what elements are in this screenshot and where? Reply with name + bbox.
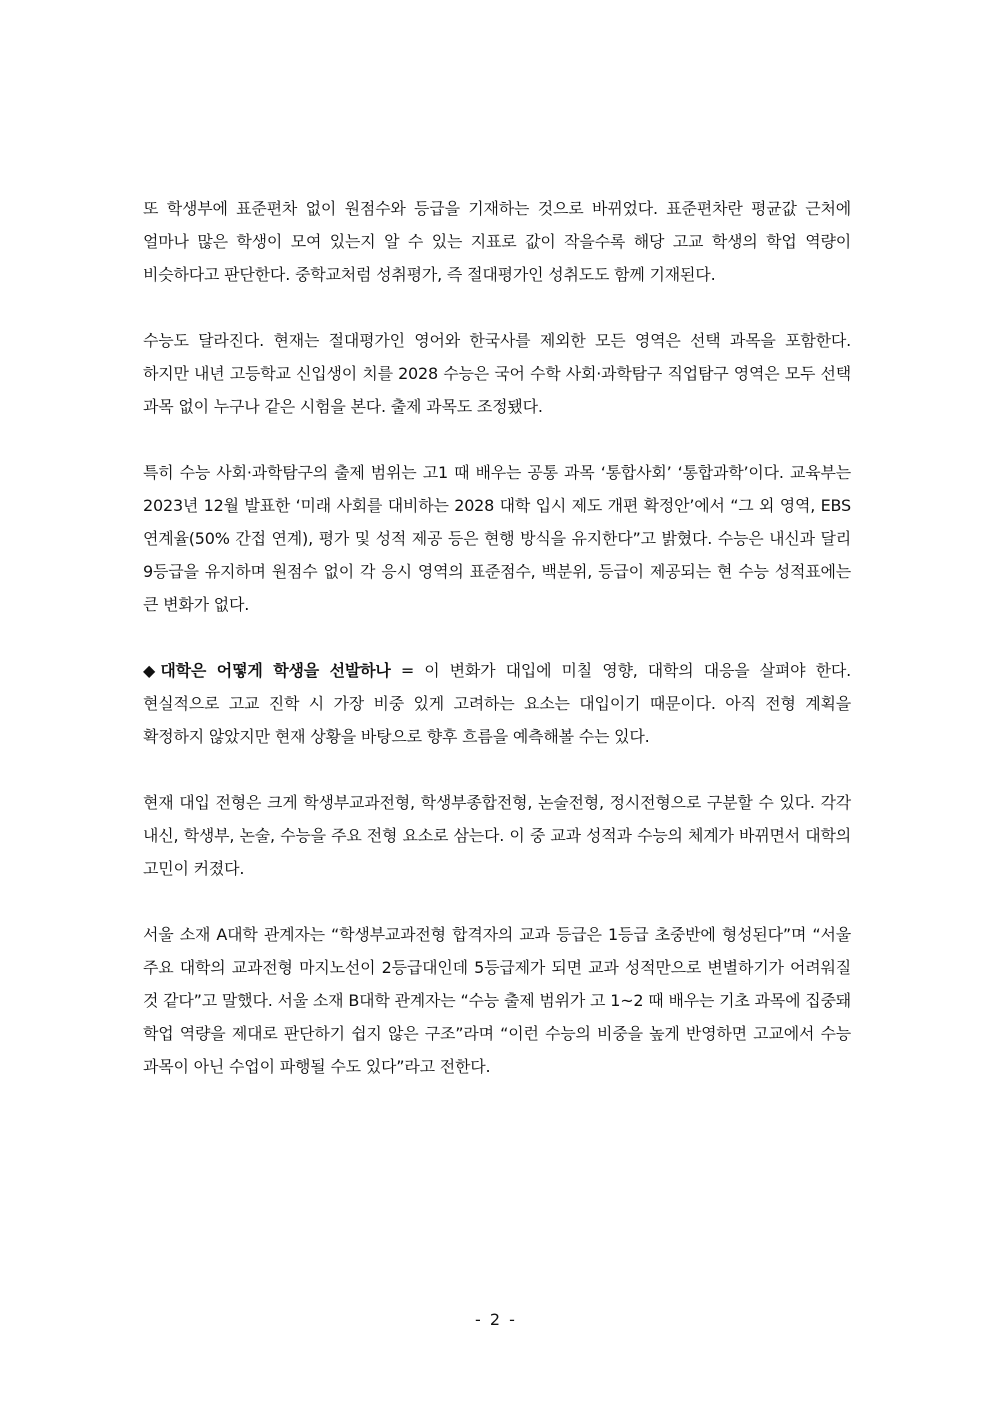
paragraph-3: 특히 수능 사회·과학탐구의 출제 범위는 고1 때 배우는 공통 과목 ‘통합사회’ ‘통합과학’이다. 교육부는 2023년 12월 발표한 ‘미래 사회를 대비하는 2028 대학 입시 제도 개편 확정안’에서 “그 외 영역, EBS 연계율(50% 간접 연계), 평가 및 성적 제공 등은 현행 방식을 유지한다”고 밝혔다. 수능은 내신과 달리 9등급을 유지하며 원점수 없이 각 응시 영역의 표준점수, 백분위, 등급이 제공되는 현 수능 성적표에는 큰 변화가 없다.: [143, 463, 851, 614]
page-number: - 2 -: [475, 1310, 517, 1329]
document-body: [143, 192, 851, 1116]
paragraph-6: 서울 소재 A대학 관계자는 “학생부교과전형 합격자의 교과 등급은 1등급 초중반에 형성된다”며 “서울 주요 대학의 교과전형 마지노선이 2등급대인데 5등급제가 되면 교과 성적만으로 변별하기가 어려워질 것 같다”고 말했다. 서울 소재 B대학 관계자는 “수능 출제 범위가 고 1~2 때 배우는 기초 과목에 집중돼 학업 역량을 제대로 판단하기 쉽지 않은 구조”라며 “이런 수능의 비중을 높게 반영하면 고교에서 수능 과목이 아닌 수업이 파행될 수도 있다”라고 전한다.: [143, 925, 851, 1076]
paragraph-5: 현재 대입 전형은 크게 학생부교과전형, 학생부종합전형, 논술전형, 정시전형으로 구분할 수 있다. 각각 내신, 학생부, 논술, 수능을 주요 전형 요소로 삼는다. 이 중 교과 성적과 수능의 체계가 바뀌면서 대학의 고민이 커졌다.: [143, 793, 851, 878]
paragraph-4: [143, 654, 851, 753]
paragraph-1: 또 학생부에 표준편차 없이 원점수와 등급을 기재하는 것으로 바뀌었다. 표준편차란 평균값 근처에 얼마나 많은 학생이 모여 있는지 알 수 있는 지표로 값이 작을수록 해당 고교 학생의 학업 역량이 비슷하다고 판단한다. 중학교처럼 성취평가, 즉 절대평가인 성취도도 함께 기재된다.: [143, 199, 851, 284]
paragraph-2: 수능도 달라진다. 현재는 절대평가인 영어와 한국사를 제외한 모든 영역은 선택 과목을 포함한다. 하지만 내년 고등학교 신입생이 치를 2028 수능은 국어 수학 사회·과학탐구 직업탐구 영역은 모두 선택 과목 없이 누구나 같은 시험을 본다. 출제 과목도 조정됐다.: [143, 331, 851, 416]
section-heading: ◆대학은 어떻게 학생을 선발하나: [143, 661, 391, 680]
paragraph-4-body: = 이 변화가 대입에 미칠 영향, 대학의 대응을 살펴야 한다. 현실적으로 고교 진학 시 가장 비중 있게 고려하는 요소는 대입이기 때문이다. 아직 전형 계획을 확정하지 않았지만 현재 상황을 바탕으로 향후 흐름을 예측해볼 수는 있다.: [143, 661, 851, 746]
